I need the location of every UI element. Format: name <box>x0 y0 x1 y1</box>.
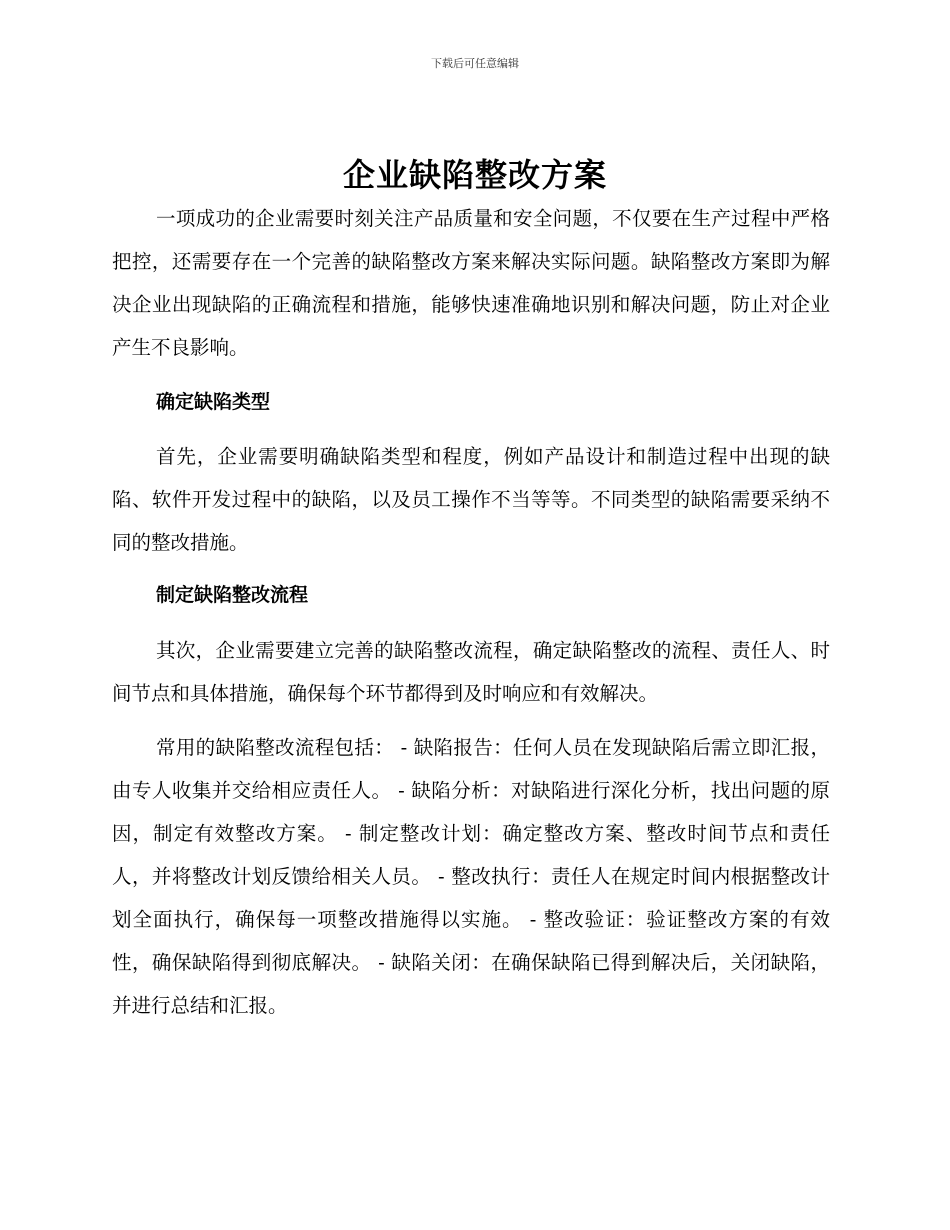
paragraph: 首先，企业需要明确缺陷类型和程度，例如产品设计和制造过程中出现的缺陷、软件开发过程中的缺陷，以及员工操作不当等等。不同类型的缺陷需要采纳不同的整改措施。 <box>112 445 830 554</box>
paragraph: 常用的缺陷整改流程包括： - 缺陷报告：任何人员在发现缺陷后需立即汇报，由专人收集并交给相应责任人。 - 缺陷分析：对缺陷进行深化分析，找出问题的原因，制定有效整改方案。 - 制定整改计划：确定整改方案、整改时间节点和责任人，并将整改计划反馈给相关人员。 - 整改执行：责任人在规定时间内根据整改计划全面执行，确保每一项整改措施得以实施。 - 整改验证：验证整改方案的有效性，确保缺陷得到彻底解决。 - 缺陷关闭：在确保缺陷已得到解决后，关闭缺陷，并进行总结和汇报。 <box>112 736 830 1017</box>
section-type-body <box>112 435 830 564</box>
intro-paragraph: 一项成功的企业需要时刻关注产品质量和安全问题，不仅要在生产过程中严格把控，还需要存在一个完善的缺陷整改方案来解决实际问题。缺陷整改方案即为解决企业出现缺陷的正确流程和措施，能够快速准确地识别和解决问题，防止对企业产生不良影响。 <box>112 207 830 359</box>
paragraph: 其次，企业需要建立完善的缺陷整改流程，确定缺陷整改的流程、责任人、时间节点和具体措施，确保每个环节都得到及时响应和有效解决。 <box>112 639 830 705</box>
section-process-body-2 <box>112 726 830 1027</box>
section-heading: 制定缺陷整改流程 <box>156 584 309 606</box>
document-title: 企业缺陷整改方案 <box>342 156 607 194</box>
document-body <box>112 197 830 369</box>
section-process-body-1 <box>112 629 830 715</box>
section-heading: 确定缺陷类型 <box>156 391 271 413</box>
section-type <box>112 381 830 424</box>
header-note: 下载后可任意编辑 <box>431 57 519 70</box>
section-process <box>112 574 830 617</box>
